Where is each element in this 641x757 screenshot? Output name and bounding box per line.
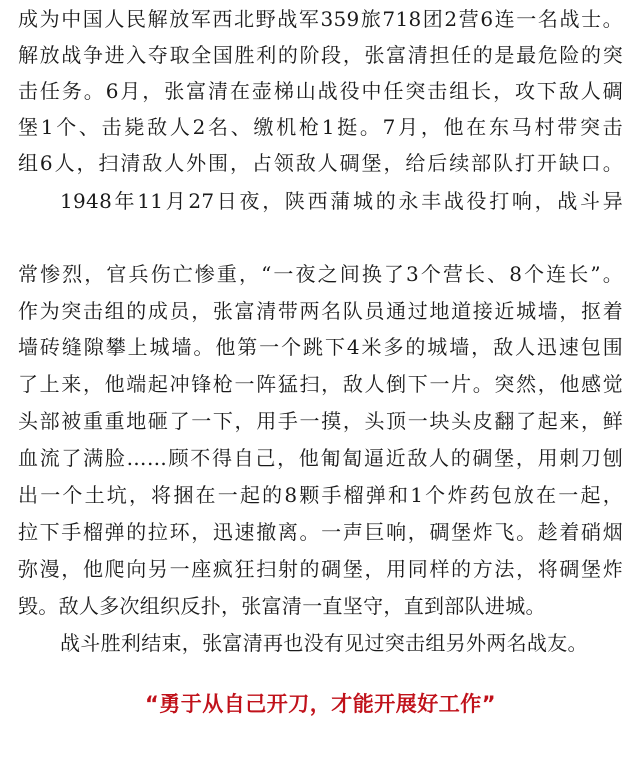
- paragraph-1-line-1: 成为中国人民解放军西北野战军359旅718团2营6连一名战士。: [18, 7, 623, 31]
- paragraph-1-line-2: 解放战争进入夺取全国胜利的阶段，张富清担任的是最危险的突: [18, 43, 623, 67]
- paragraph-2-line-8: 出一个土坑，将捆在一起的8颗手榴弹和1个炸药包放在一起，: [18, 483, 623, 507]
- paragraph-2-line-11: 毁。敌人多次组织反扑，张富清一直坚守，直到部队进城。: [18, 594, 546, 618]
- paragraph-2-line-7: 血流了满脸……顾不得自己，他匍匐逼近敌人的碉堡，用刺刀刨: [18, 446, 623, 470]
- paragraph-1-line-3: 击任务。6月，张富清在壶梯山战役中任突击组长，攻下敌人碉: [18, 79, 623, 103]
- red-pull-quote-heading: “勇于从自己开刀，才能开展好工作”: [144, 692, 497, 716]
- paragraph-1-line-5: 组6人，扫清敌人外围，占领敌人碉堡，给后续部队打开缺口。: [18, 151, 623, 175]
- paragraph-2-line-5: 了上来，他端起冲锋枪一阵猛扫，敌人倒下一片。突然，他感觉: [18, 372, 623, 396]
- paragraph-2-line-6: 头部被重重地砸了一下，用手一摸，头顶一块头皮翻了起来，鲜: [18, 409, 623, 433]
- paragraph-1-line-4: 堡1个、击毙敌人2名、缴机枪1挺。7月，他在东马村带突击: [18, 115, 623, 139]
- paragraph-2-line-3: 作为突击组的成员，张富清带两名队员通过地道接近城墙，抠着: [18, 299, 623, 323]
- paragraph-3-line-1: 战斗胜利结束，张富清再也没有见过突击组另外两名战友。: [60, 631, 588, 655]
- paragraph-2-line-9: 拉下手榴弹的拉环，迅速撤离。一声巨响，碉堡炸飞。趁着硝烟: [18, 520, 623, 544]
- paragraph-2-line-4: 墙砖缝隙攀上城墙。他第一个跳下4米多的城墙，敌人迅速包围: [18, 335, 623, 359]
- paragraph-2-line-1: 1948年11月27日夜，陕西蒲城的永丰战役打响，战斗异: [60, 189, 623, 213]
- paragraph-2-line-10: 弥漫，他爬向另一座疯狂扫射的碉堡，用同样的方法，将碉堡炸: [18, 557, 623, 581]
- paragraph-2-line-2: 常惨烈，官兵伤亡惨重，“一夜之间换了3个营长、8个连长”。: [18, 262, 623, 286]
